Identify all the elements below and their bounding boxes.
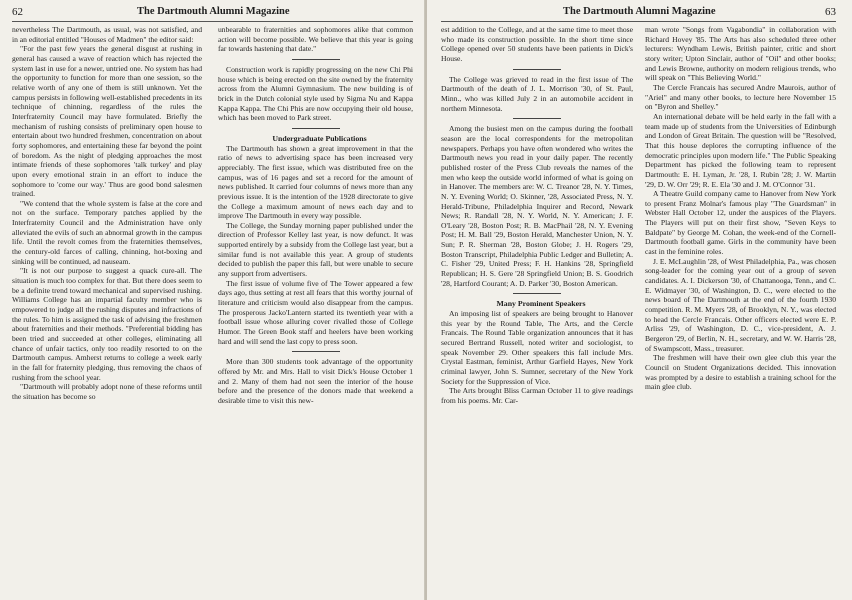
right-column-1 [441, 25, 633, 594]
header-rule [12, 21, 413, 22]
right-page-header [441, 6, 836, 20]
paragraph: "We contend that the whole system is false at the core and not on the surface. Temporary patches applied by the Interfraternity Council and the Administration have only alleviated the evils of such an abnormal growth in the campus life. Until the revolt comes from the fraternities themselves, the century-old farces of calling, chinning, hot-boxing and sinking will be continued, ad nauseam. [12, 198, 202, 266]
section-divider [292, 128, 340, 129]
section-divider [292, 351, 340, 352]
running-title: The Dartmouth Alumni Magazine [137, 6, 290, 17]
page-number: 63 [825, 6, 836, 18]
paragraph: The Dartmouth has shown a great improvement in that the ratio of news to advertising space has been increased very appreciably. The first issue, which was distributed free on the campus, was of 16 pages and set a record for the amount of news published. It carried four columns of news more than any previous issue. It is the intention of the 1928 directorate to give the College a maximum amount of news each day and to improve The Dartmouth in every way possible. [218, 143, 413, 221]
header-rule [441, 21, 836, 22]
section-divider [513, 69, 561, 70]
paragraph: An international debate will be held early in the fall with a team made up of students from the Universities of Edinburgh and London of Great Britain. The question will be "Resolved, That this house deplores the corrupting influence of the democratic principles upon modern life." The Public Speaking Department has picked the following team to represent Dartmouth: E. H. Lyman, Jr. '28, I. Rubin '28; J. W. Martin '29, D. W. Orr '29; R. E. Ela '30 and J. M. O'Connor '31. [645, 111, 836, 189]
paragraph: The Arts brought Bliss Carman October 11 to give readings from his poems. Mr. Car- [441, 386, 633, 405]
paragraph: man wrote "Songs from Vagabondia" in collaboration with Richard Hovey '85. The Arts has also scheduled three other lecturers: Wyndham Lewis, British painter, critic and short story writer; Upton Sinclair, author of "Oil" and other books; and Lewis Browne, authority on modern religious trends, who will speak on "This Believing World." [645, 25, 836, 83]
paragraph: The College was grieved to read in the first issue of The Dartmouth of the death of J. L. Morrison '30, of St. Paul, Minn., who was killed July 2 in an automobile accident in northern Minnesota. [441, 74, 633, 113]
paragraph: nevertheless The Dartmouth, as usual, was not satisfied, and in an editorial entitled "Houses of Madmen" the editor said: [12, 25, 202, 44]
paragraph: More than 300 students took advantage of the opportunity offered by Mr. and Mrs. Hall to visit Dick's House October 1 and 2. Many of them had not seen the interior of the house before and the presence of the donors made that weekend a desirable time to visit this new- [218, 357, 413, 405]
paragraph: The College, the Sunday morning paper published under the direction of Professor Kelley last year, is now defunct. It was supported entirely by a subsidy from the College last year, but a similar fund is not available this year. A group of students decided to publish the paper this fall, but were unable to secure any support from advertisers. [218, 220, 413, 279]
paragraph: The Cercle Francais has secured Andre Maurois, author of "Ariel" and many other books, to lecture here November 15 on "Byron and Shelley." [645, 82, 836, 112]
paragraph: unbearable to fraternities and sophomores alike that common action will become possible. We believe that this year is going far towards hastening that date." [218, 25, 413, 54]
left-page-header [12, 6, 413, 20]
right-column-2 [645, 25, 836, 594]
paragraph: est addition to the College, and at the same time to meet those who made its construction possible. In the short time since College opened over 50 students have been patients in Dick's House. [441, 25, 633, 63]
paragraph: "It is not our purpose to suggest a quack cure-all. The situation is much too complex for that. But there does seem to be a definite trend toward mechanical and supervised rushing. Williams College has an impartial faculty member who is empowered to judge all the rushing disputes and infractions of the rules. To him is assigned the task of advising the freshmen about fraternities and their methods. "Preferential bidding has been tried and succeeded at other colleges, eliminating all chance of unfair tactics, only too readily resorted to on the Dartmouth campus. Amherst returns to college a week early in the fall for fraternity pledging, thus removing the chaos of rushing from the school year. [12, 266, 202, 382]
paragraph: The first issue of volume five of The Tower appeared a few days ago, thus setting at rest all fears that this worthy journal of literature and criticism would also disappear from the campus. The prosperous Jacko'Lantern started its twentieth year with a football issue whose alluring cover rivalled those of College Humor. The Green Book staff and heelers have been working hard and will send the last copy to press soon. [218, 278, 413, 346]
paragraph: The freshmen will have their own glee club this year the Council on Student Organizations decided. This innovation was prompted by a desire to establish a training school for the main glee club. [645, 353, 836, 392]
paragraph: "Dartmouth will probably adopt none of these reforms until the situation has become so [12, 382, 202, 401]
paragraph: "For the past few years the general disgust at rushing in general has caused a wave of reaction which has rejected the system last in use for a newer, untried one. No system has had the opportunity to function for more than one session, so the relative worth of any one of them is still unknown. Yet the campus persists in following well-established precedents in its technique of chinning, regardless of the rules the Interfraternity Council may have formulated. Briefly the mechanism of rushing consists of preliminary open house to entertain about two hundred freshmen, concentration on about forty sophomores, and entertaining these far beyond the point of boredom. As the night of pledging approaches the most intimate friends of these sophomores 'talk turkey' and play upon every emotional strain in an effort to induce the sophomore to 'come our way.' Thus are good bond salesmen trained. [12, 44, 202, 199]
paragraph: Among the busiest men on the campus during the football season are the local correspondents for the metropolitan newspapers. Perhaps you have often wondered who writes the Dartmouth news you read in your daily paper. The recently published roster of the Press Club reveals the names of the men who keep the outside world informed of what is going on in Hanover. The members are: W. C. Treanor '28, N. Y. Times, N. Y. Evening World; O. Skinner, '28, Associated Press, N. Y. Herald-Tribune, Philadelphia Inquirer and Record, Newark News; R. Randall '28, N. Y. World, N. Y. American; J. F. O'Leary '28, Boston Post; R. B. MacPhail '28, N. Y. Evening Post; H. M. Ball '29, Boston Herald, Manchester Union, N. Y. Sun; P. R. Sherman '28, Boston Globe; J. H. Rogers '29, Boston Transcript, Philadelphia Public Ledger and Bulletin; A. C. Fisher '29, United Press; F. H. Hankins '28, Springfield Republican; H. S. Gere '28 Springfield Union; B. S. Goodrich '28, Hartford Courant; A. D. Parker '30, Boston American. [441, 124, 633, 288]
section-divider [292, 59, 340, 60]
section-heading: Undergraduate Publications [272, 133, 367, 143]
left-page [0, 0, 425, 600]
paragraph: J. E. McLaughlin '28, of West Philadelphia, Pa., was chosen song-leader for the coming year out of a group of seven candidates. A. I. Dickerson '30, of Chattanooga, Tenn., and C. E. Widmayer '30, of Washington, D. C., were elected to the news board of The Dartmouth at the end of the fourth 1930 competition. R. M. Myers '28, of Brooklyn, N. Y., was elected to head the Cercle Francais. Other officers elected were E. P. Arliss '29, of Washington, D. C., vice-president, A. J. Bergeron '29, of Berlin, N. H., secretary, and W. W. Harris '28, of Swampscott, Mass., treasurer. [645, 256, 836, 353]
paragraph: An imposing list of speakers are being brought to Hanover this year by the Round Table, The Arts, and the Cercle Francais. The Round Table organization announces that it has secured Bertrand Russell, noted writer and sociologist, to speak November 29. Other speakers this fall include Mrs. Crystal Eastman, feminist, Arthur Garfield Hayes, New York criminal lawyer, John S. Sumner, secretary of the New York Society for the Suppression of Vice. [441, 309, 633, 386]
section-divider [513, 118, 561, 119]
section-divider [513, 293, 561, 294]
paragraph: A Theatre Guild company came to Hanover from New York to present Franz Molnar's famous play "The Guardsman" in Webster Hall October 12, under the auspices of the Players. The Players will put on their first show, "Seven Keys to Baldpate" by George M. Cohan, the week-end of the Cornell-Dartmouth football game. Girls in the community have been cast in the feminine roles. [645, 189, 836, 257]
right-page [427, 0, 852, 600]
running-title: The Dartmouth Alumni Magazine [563, 6, 716, 17]
section-heading: Many Prominent Speakers [496, 299, 586, 309]
left-column-2 [218, 25, 413, 594]
left-column-1 [12, 25, 202, 594]
paragraph: Construction work is rapidly progressing on the new Chi Phi house which is being erected on the site owned by the fraternity across from the Alumni Gymnasium. The new building is of brick in the Dutch colonial style used by Sigma Nu and Kappa Kappa Kappa. The Chi Phis are now occupying their old house, which has been moved to Park street. [218, 64, 413, 123]
page-number: 62 [12, 6, 23, 18]
